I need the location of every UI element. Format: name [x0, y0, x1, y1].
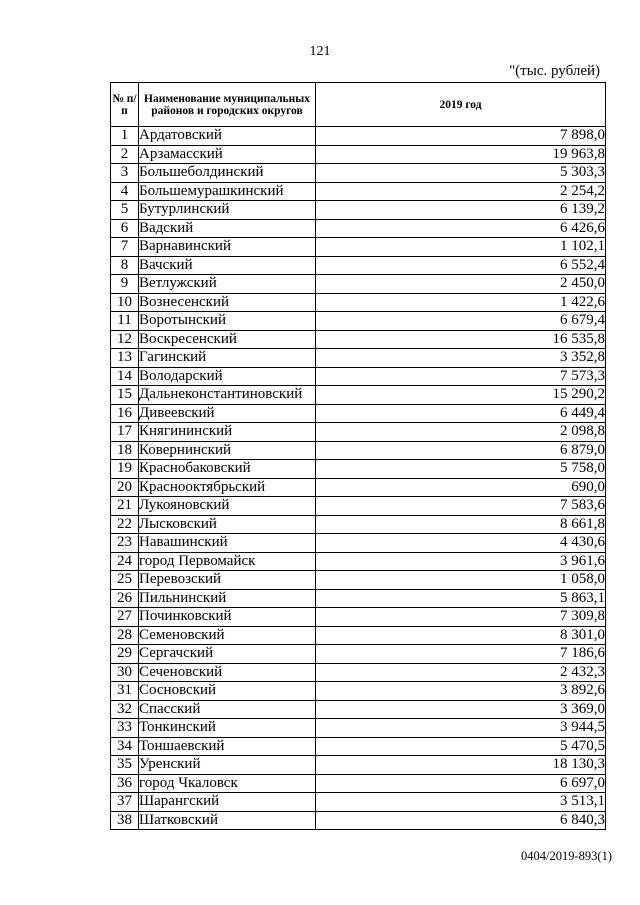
- table-row: [111, 312, 606, 331]
- municipality-name-cell: Сергачский: [139, 645, 316, 664]
- table-row: [111, 719, 606, 738]
- amount-cell: 7 898,0: [316, 127, 606, 146]
- municipality-name-cell: Дивеевский: [139, 404, 316, 423]
- table-row: [111, 201, 606, 220]
- row-number-cell: 35: [111, 756, 139, 775]
- municipality-name-cell: Вадский: [139, 219, 316, 238]
- municipality-name-cell: Арзамасский: [139, 145, 316, 164]
- municipality-name-cell: Сосновский: [139, 682, 316, 701]
- amount-cell: 6 840,3: [316, 811, 606, 830]
- amount-cell: 2 098,8: [316, 423, 606, 442]
- amount-cell: 15 290,2: [316, 386, 606, 405]
- table-body: [111, 127, 606, 830]
- table-row: [111, 219, 606, 238]
- table-row: [111, 404, 606, 423]
- table-row: [111, 497, 606, 516]
- row-number-cell: 15: [111, 386, 139, 405]
- row-number-cell: 32: [111, 700, 139, 719]
- municipality-name-cell: Починковский: [139, 608, 316, 627]
- municipality-name-cell: Тоншаевский: [139, 737, 316, 756]
- amount-cell: 6 449,4: [316, 404, 606, 423]
- municipality-name-cell: Краснооктябрьский: [139, 478, 316, 497]
- table-row: [111, 571, 606, 590]
- amount-cell: 7 573,3: [316, 367, 606, 386]
- row-number-cell: 3: [111, 164, 139, 183]
- table-row: [111, 552, 606, 571]
- row-number-cell: 9: [111, 275, 139, 294]
- amount-cell: 5 758,0: [316, 460, 606, 479]
- amount-cell: 3 369,0: [316, 700, 606, 719]
- table-row: [111, 478, 606, 497]
- unit-label: "(тыс. рублей): [509, 63, 600, 79]
- municipality-name-cell: Володарский: [139, 367, 316, 386]
- table-row: [111, 515, 606, 534]
- row-number-cell: 6: [111, 219, 139, 238]
- row-number-cell: 14: [111, 367, 139, 386]
- municipality-name-cell: Лысковский: [139, 515, 316, 534]
- row-number-cell: 1: [111, 127, 139, 146]
- amount-cell: 6 552,4: [316, 256, 606, 275]
- row-number-cell: 8: [111, 256, 139, 275]
- table-row: [111, 256, 606, 275]
- municipality-name-cell: Варнавинский: [139, 238, 316, 257]
- table-row: [111, 127, 606, 146]
- amount-cell: 3 944,5: [316, 719, 606, 738]
- municipality-name-cell: Ковернинский: [139, 441, 316, 460]
- municipality-name-cell: Тонкинский: [139, 719, 316, 738]
- header-row-number: № п/п: [111, 83, 139, 127]
- row-number-cell: 7: [111, 238, 139, 257]
- municipality-name-cell: Шарангский: [139, 793, 316, 812]
- row-number-cell: 21: [111, 497, 139, 516]
- municipality-name-cell: Бутурлинский: [139, 201, 316, 220]
- municipality-name-cell: Уренский: [139, 756, 316, 775]
- table-row: [111, 663, 606, 682]
- amount-cell: 6 879,0: [316, 441, 606, 460]
- table-row: [111, 756, 606, 775]
- row-number-cell: 37: [111, 793, 139, 812]
- row-number-cell: 26: [111, 589, 139, 608]
- municipality-name-cell: Лукояновский: [139, 497, 316, 516]
- amount-cell: 2 450,0: [316, 275, 606, 294]
- table-row: [111, 275, 606, 294]
- amount-cell: 3 513,1: [316, 793, 606, 812]
- table-row: [111, 737, 606, 756]
- table-row: [111, 774, 606, 793]
- table-row: [111, 682, 606, 701]
- municipality-name-cell: Вачский: [139, 256, 316, 275]
- municipality-name-cell: Гагинский: [139, 349, 316, 368]
- table-row: [111, 330, 606, 349]
- amount-cell: 6 426,6: [316, 219, 606, 238]
- row-number-cell: 4: [111, 182, 139, 201]
- amount-cell: 7 309,8: [316, 608, 606, 627]
- row-number-cell: 12: [111, 330, 139, 349]
- amount-cell: 5 470,5: [316, 737, 606, 756]
- amount-cell: 3 892,6: [316, 682, 606, 701]
- municipality-name-cell: Большемурашкинский: [139, 182, 316, 201]
- row-number-cell: 17: [111, 423, 139, 442]
- municipality-name-cell: Пильнинский: [139, 589, 316, 608]
- municipality-name-cell: Княгининский: [139, 423, 316, 442]
- row-number-cell: 19: [111, 460, 139, 479]
- amount-cell: 6 697,0: [316, 774, 606, 793]
- municipality-name-cell: Шатковский: [139, 811, 316, 830]
- row-number-cell: 23: [111, 534, 139, 553]
- allocation-table: [110, 82, 606, 830]
- header-municipality-name: Наименование муниципальных районов и городских округов: [139, 83, 316, 127]
- table-row: [111, 811, 606, 830]
- row-number-cell: 22: [111, 515, 139, 534]
- municipality-name-cell: Большеболдинский: [139, 164, 316, 183]
- row-number-cell: 30: [111, 663, 139, 682]
- row-number-cell: 28: [111, 626, 139, 645]
- amount-cell: 7 186,6: [316, 645, 606, 664]
- municipality-name-cell: город Чкаловск: [139, 774, 316, 793]
- amount-cell: 6 139,2: [316, 201, 606, 220]
- table-header-row: [111, 83, 606, 127]
- table-row: [111, 367, 606, 386]
- row-number-cell: 18: [111, 441, 139, 460]
- amount-cell: 8 661,8: [316, 515, 606, 534]
- table-row: [111, 293, 606, 312]
- municipality-name-cell: Навашинский: [139, 534, 316, 553]
- table-row: [111, 349, 606, 368]
- document-code: 0404/2019-893(1): [521, 849, 612, 863]
- table-row: [111, 164, 606, 183]
- amount-cell: 4 430,6: [316, 534, 606, 553]
- amount-cell: 6 679,4: [316, 312, 606, 331]
- amount-cell: 8 301,0: [316, 626, 606, 645]
- table-row: [111, 386, 606, 405]
- row-number-cell: 31: [111, 682, 139, 701]
- row-number-cell: 24: [111, 552, 139, 571]
- row-number-cell: 5: [111, 201, 139, 220]
- header-year-2019: 2019 год: [316, 83, 606, 127]
- amount-cell: 2 432,3: [316, 663, 606, 682]
- row-number-cell: 27: [111, 608, 139, 627]
- row-number-cell: 33: [111, 719, 139, 738]
- amount-cell: 18 130,3: [316, 756, 606, 775]
- table-row: [111, 423, 606, 442]
- row-number-cell: 29: [111, 645, 139, 664]
- municipality-name-cell: Краснобаковский: [139, 460, 316, 479]
- municipality-name-cell: Ветлужский: [139, 275, 316, 294]
- table-row: [111, 441, 606, 460]
- amount-cell: 1 422,6: [316, 293, 606, 312]
- municipality-name-cell: город Первомайск: [139, 552, 316, 571]
- row-number-cell: 20: [111, 478, 139, 497]
- table-row: [111, 608, 606, 627]
- amount-cell: 1 058,0: [316, 571, 606, 590]
- table-row: [111, 145, 606, 164]
- table-row: [111, 589, 606, 608]
- amount-cell: 690,0: [316, 478, 606, 497]
- amount-cell: 5 303,3: [316, 164, 606, 183]
- amount-cell: 3 961,6: [316, 552, 606, 571]
- municipality-name-cell: Перевозский: [139, 571, 316, 590]
- row-number-cell: 10: [111, 293, 139, 312]
- table-row: [111, 626, 606, 645]
- row-number-cell: 25: [111, 571, 139, 590]
- amount-cell: 2 254,2: [316, 182, 606, 201]
- amount-cell: 19 963,8: [316, 145, 606, 164]
- row-number-cell: 2: [111, 145, 139, 164]
- amount-cell: 7 583,6: [316, 497, 606, 516]
- table-row: [111, 460, 606, 479]
- municipality-name-cell: Вознесенский: [139, 293, 316, 312]
- page-number: 121: [309, 44, 331, 59]
- municipality-name-cell: Семеновский: [139, 626, 316, 645]
- row-number-cell: 34: [111, 737, 139, 756]
- municipality-name-cell: Сеченовский: [139, 663, 316, 682]
- table-row: [111, 534, 606, 553]
- row-number-cell: 16: [111, 404, 139, 423]
- table-row: [111, 645, 606, 664]
- amount-cell: 16 535,8: [316, 330, 606, 349]
- municipality-name-cell: Ардатовский: [139, 127, 316, 146]
- row-number-cell: 11: [111, 312, 139, 331]
- municipality-name-cell: Спасский: [139, 700, 316, 719]
- amount-cell: 1 102,1: [316, 238, 606, 257]
- municipality-name-cell: Воротынский: [139, 312, 316, 331]
- table-row: [111, 700, 606, 719]
- row-number-cell: 36: [111, 774, 139, 793]
- table-row: [111, 793, 606, 812]
- row-number-cell: 13: [111, 349, 139, 368]
- table-row: [111, 182, 606, 201]
- municipality-name-cell: Воскресенский: [139, 330, 316, 349]
- amount-cell: 5 863,1: [316, 589, 606, 608]
- amount-cell: 3 352,8: [316, 349, 606, 368]
- municipality-name-cell: Дальнеконстантиновский: [139, 386, 316, 405]
- table-row: [111, 238, 606, 257]
- row-number-cell: 38: [111, 811, 139, 830]
